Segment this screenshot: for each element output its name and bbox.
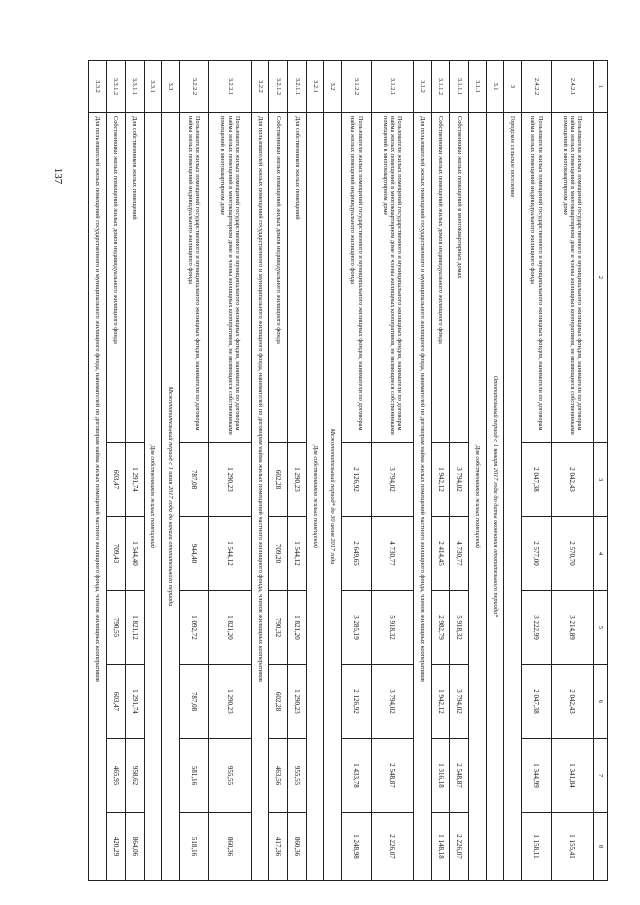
- row-description: Собственники жилых помещений жилых домов индивидуального жилищного фонда: [106, 113, 125, 443]
- value-cell: 2 414,45: [431, 517, 450, 591]
- value-cell: 2 126,92: [341, 665, 371, 739]
- value-cell: 1 344,99: [521, 739, 551, 813]
- value-cell: 1 148,18: [431, 813, 450, 881]
- value-cell: 3 794,02: [450, 665, 469, 739]
- row-code: 3.3.1.1: [125, 61, 144, 113]
- row-code: 3.1.1: [469, 61, 487, 113]
- table-row: [521, 61, 551, 881]
- value-cell: 1 092,72: [179, 591, 209, 665]
- table-row: [341, 61, 371, 881]
- value-cell: 787,08: [179, 665, 209, 739]
- table-row: [371, 61, 413, 881]
- header-cell: 7: [594, 739, 608, 813]
- row-code: 3.2.1.1: [288, 61, 307, 113]
- section-title: Межотопительный период* до 30 июня 2017 года: [324, 113, 342, 881]
- value-cell: 602,28: [269, 443, 288, 517]
- table-row: [269, 61, 288, 881]
- value-cell: 864,06: [125, 813, 144, 881]
- header-cell: 8: [594, 813, 608, 881]
- section-row: [144, 61, 162, 881]
- value-cell: 944,40: [179, 517, 209, 591]
- value-cell: 2 548,87: [450, 739, 469, 813]
- header-cell: 4: [594, 517, 608, 591]
- value-cell: 602,28: [269, 665, 288, 739]
- table-row: [288, 61, 307, 881]
- section-row: [89, 61, 107, 881]
- table-row: [450, 61, 469, 881]
- header-cell: 1: [594, 61, 608, 113]
- value-cell: 1 544,40: [125, 517, 144, 591]
- value-cell: 790,55: [106, 591, 125, 665]
- row-code: 3.2.2.2: [179, 61, 209, 113]
- value-cell: 5 918,32: [450, 591, 469, 665]
- value-cell: 1 290,23: [288, 443, 307, 517]
- table-row: [125, 61, 144, 881]
- header-cell: 3: [594, 443, 608, 517]
- value-cell: 1 821,12: [125, 591, 144, 665]
- value-cell: 1 290,23: [209, 443, 251, 517]
- section-row: [486, 61, 504, 881]
- value-cell: 1 433,78: [341, 739, 371, 813]
- value-cell: 2 126,92: [341, 443, 371, 517]
- section-row: [504, 61, 522, 881]
- header-cell: 5: [594, 591, 608, 665]
- value-cell: 603,47: [106, 665, 125, 739]
- value-cell: 1 821,20: [288, 591, 307, 665]
- row-code: 3.3: [162, 61, 180, 113]
- value-cell: 2 982,79: [431, 591, 450, 665]
- row-code: 3.1.2.1: [371, 61, 413, 113]
- section-title: Для пользователей жилых помещений государственного и муниципального жилищного фонда, нанимателей по договорам найма жилых помещений частного жилищного фонда, членов жилищных кооперативов: [414, 113, 432, 881]
- value-cell: 1 942,12: [431, 443, 450, 517]
- value-cell: 1 821,20: [209, 591, 251, 665]
- row-code: 3.3.1.2: [106, 61, 125, 113]
- row-code: 3.3.1: [144, 61, 162, 113]
- value-cell: 1 942,12: [431, 665, 450, 739]
- value-cell: 2 577,00: [521, 517, 551, 591]
- row-description: Пользователи жилых помещений государственного и муниципального жилищных фондов, наниматели по договорам найма жилых помещений в многоквартирном доме и члены жилищных кооперативов, не являющиеся собственниками помещений в многоквартирном доме: [209, 113, 251, 443]
- row-description: Для собственников жилых помещений: [125, 113, 144, 443]
- value-cell: 1 290,23: [209, 665, 251, 739]
- row-code: 3.2.1: [306, 61, 324, 113]
- section-row: [251, 61, 269, 881]
- row-code: 3.2.2.1: [209, 61, 251, 113]
- value-cell: 709,43: [106, 517, 125, 591]
- value-cell: 2 548,87: [371, 739, 413, 813]
- value-cell: 417,36: [269, 813, 288, 881]
- value-cell: 3 794,02: [371, 665, 413, 739]
- row-description: Пользователи жилых помещений государственного и муниципального жилищных фондов, наниматели по договорам найма жилых помещений в многоквартирном доме и члены жилищных кооперативов, не являющиеся собственниками помещений в многоквартирном доме: [551, 113, 593, 443]
- value-cell: 2 047,38: [521, 443, 551, 517]
- row-code: 2.4.2.2: [521, 61, 551, 113]
- table-row: [179, 61, 209, 881]
- value-cell: 463,56: [269, 739, 288, 813]
- value-cell: 4 730,77: [371, 517, 413, 591]
- header-cell: 6: [594, 665, 608, 739]
- section-row: [162, 61, 180, 881]
- row-description: Собственники жилых помещений жилых домов индивидуального жилищного фонда: [269, 113, 288, 443]
- row-code: 2.4.2.1: [551, 61, 593, 113]
- row-description: Собственники жилых помещений в многоквартирных домах: [450, 113, 469, 443]
- row-code: 3.1.2: [414, 61, 432, 113]
- row-code: 3.2.1.2: [269, 61, 288, 113]
- value-cell: 955,55: [288, 739, 307, 813]
- value-cell: 1 290,23: [288, 665, 307, 739]
- section-title: Для собственников жилых помещений: [469, 113, 487, 881]
- value-cell: 1 291,74: [125, 443, 144, 517]
- section-title: Межотопительный период с 1 июля 2017 года до начала отопительного периода: [162, 113, 180, 881]
- section-row: [414, 61, 432, 881]
- rotated-sheet: [88, 60, 608, 880]
- value-cell: 2 047,38: [521, 665, 551, 739]
- table-row: [551, 61, 593, 881]
- value-cell: 1 158,11: [521, 813, 551, 881]
- value-cell: 1 316,18: [431, 739, 450, 813]
- value-cell: 1 544,12: [288, 517, 307, 591]
- table-row: [431, 61, 450, 881]
- value-cell: 709,20: [269, 517, 288, 591]
- row-code: 3.1: [486, 61, 504, 113]
- value-cell: 860,36: [288, 813, 307, 881]
- value-cell: 603,47: [106, 443, 125, 517]
- section-title: Городское сельское поселение: [504, 113, 522, 881]
- value-cell: 3 285,19: [341, 591, 371, 665]
- value-cell: 3 222,99: [521, 591, 551, 665]
- value-cell: 955,55: [209, 739, 251, 813]
- row-description: Для собственников жилых помещений: [288, 113, 307, 443]
- header-cell: 2: [594, 113, 608, 443]
- value-cell: 420,29: [106, 813, 125, 881]
- value-cell: 518,16: [179, 813, 209, 881]
- row-description: Пользователи жилых помещений государственного и муниципального жилищных фондов, наниматели по договорам найма жилых помещений в многоквартирном доме и члены жилищных кооперативов, не являющиеся собственниками помещений в многоквартирном доме: [371, 113, 413, 443]
- row-code: 3: [504, 61, 522, 113]
- value-cell: 581,16: [179, 739, 209, 813]
- value-cell: 4 730,77: [450, 517, 469, 591]
- value-cell: 2 570,70: [551, 517, 593, 591]
- page-number: 137: [52, 167, 64, 185]
- value-cell: 1 248,98: [341, 813, 371, 881]
- value-cell: 1 341,84: [551, 739, 593, 813]
- row-description: Собственники жилых помещений жилых домов индивидуального жилищного фонда: [431, 113, 450, 443]
- value-cell: 1 155,41: [551, 813, 593, 881]
- value-cell: 787,08: [179, 443, 209, 517]
- value-cell: 790,32: [269, 591, 288, 665]
- row-code: 3.2.2: [251, 61, 269, 113]
- section-title: Для пользователей жилых помещений государственного и муниципального жилищного фонда, нанимателей по договорам найма жилых помещений частного жилищного фонда, членов жилищных кооперативов: [251, 113, 269, 881]
- table-body: [89, 61, 608, 881]
- row-description: Пользователи жилых помещений государственного и муниципального жилищных фондов, наниматели по договорам найма жилых помещений индивидуального жилищного фонда: [341, 113, 371, 443]
- value-cell: 2 226,07: [371, 813, 413, 881]
- value-cell: 3 214,89: [551, 591, 593, 665]
- row-description: Пользователи жилых помещений государственного и муниципального жилищных фондов, наниматели по договорам найма жилых помещений индивидуального жилищного фонда: [179, 113, 209, 443]
- value-cell: 3 794,02: [371, 443, 413, 517]
- row-code: 3.3.2: [89, 61, 107, 113]
- row-description: Пользователи жилых помещений государственного и муниципального жилищных фондов, наниматели по договорам найма жилых помещений индивидуального жилищного фонда: [521, 113, 551, 443]
- row-code: 3.1.1.1: [450, 61, 469, 113]
- section-title: Для собственников жилых помещений: [144, 113, 162, 881]
- header-row: [594, 61, 608, 881]
- section-title: Для пользователей жилых помещений государственного и муниципального жилищного фонда, нанимателей по договорам найма жилых помещений частного жилищного фонда, членов жилищных кооперативов: [89, 113, 107, 881]
- value-cell: 2 226,07: [450, 813, 469, 881]
- value-cell: 465,95: [106, 739, 125, 813]
- value-cell: 2 042,43: [551, 665, 593, 739]
- section-title: Для собственников жилых помещений: [306, 113, 324, 881]
- row-code: 3.1.1.2: [431, 61, 450, 113]
- section-row: [324, 61, 342, 881]
- value-cell: 5 918,32: [371, 591, 413, 665]
- row-code: 3.2: [324, 61, 342, 113]
- row-code: 3.1.2.2: [341, 61, 371, 113]
- section-row: [469, 61, 487, 881]
- value-cell: 2 649,65: [341, 517, 371, 591]
- section-row: [306, 61, 324, 881]
- value-cell: 3 794,02: [450, 443, 469, 517]
- tariff-table: [88, 60, 608, 881]
- value-cell: 958,62: [125, 739, 144, 813]
- value-cell: 2 042,43: [551, 443, 593, 517]
- table-row: [209, 61, 251, 881]
- table-row: [106, 61, 125, 881]
- value-cell: 1 291,74: [125, 665, 144, 739]
- value-cell: 860,36: [209, 813, 251, 881]
- value-cell: 1 544,12: [209, 517, 251, 591]
- section-title: Отопительный период с 1 января 2017 года до даты окончания отопительного периода*: [486, 113, 504, 881]
